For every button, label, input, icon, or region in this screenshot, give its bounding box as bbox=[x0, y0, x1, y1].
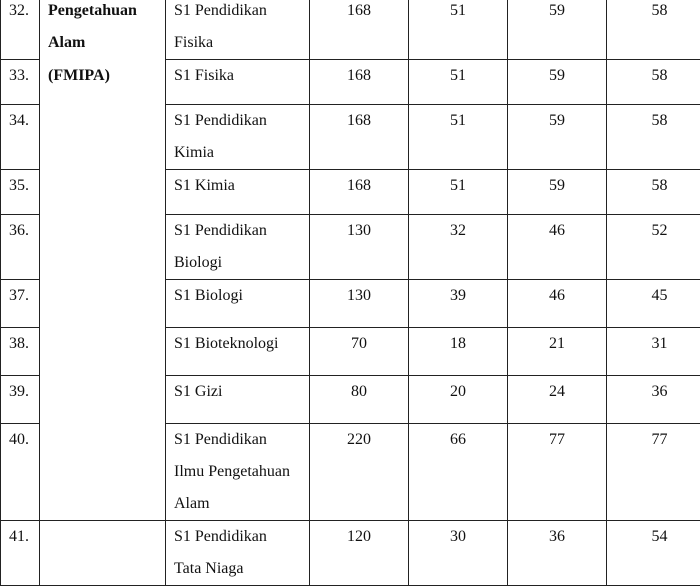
program-line: Tata Niaga bbox=[174, 553, 309, 585]
value-cell: 58 bbox=[607, 105, 700, 170]
value-cell: 59 bbox=[508, 105, 607, 170]
table-row bbox=[1, 105, 700, 170]
value-cell: 80 bbox=[310, 376, 409, 424]
value-cell: 46 bbox=[508, 280, 607, 328]
value-cell: 18 bbox=[409, 328, 508, 376]
value-cell: 51 bbox=[409, 60, 508, 105]
value-cell: 36 bbox=[607, 376, 700, 424]
faculty-cell bbox=[40, 60, 166, 105]
program-cell bbox=[166, 521, 310, 586]
program-line: S1 Pendidikan bbox=[174, 521, 309, 553]
value-cell: 77 bbox=[607, 424, 700, 521]
table-row bbox=[1, 60, 700, 105]
row-number: 36. bbox=[1, 215, 40, 280]
table-row bbox=[1, 521, 700, 586]
value-cell: 168 bbox=[310, 105, 409, 170]
value-cell: 36 bbox=[508, 521, 607, 586]
program-line: S1 Gizi bbox=[174, 376, 309, 408]
value-cell: 30 bbox=[409, 521, 508, 586]
program-line: Fisika bbox=[174, 27, 309, 59]
value-cell: 51 bbox=[409, 170, 508, 215]
value-cell: 51 bbox=[409, 0, 508, 60]
program-line: S1 Pendidikan bbox=[174, 105, 309, 137]
value-cell: 51 bbox=[409, 105, 508, 170]
program-cell bbox=[166, 376, 310, 424]
value-cell: 52 bbox=[607, 215, 700, 280]
program-cell bbox=[166, 0, 310, 60]
table-row bbox=[1, 424, 700, 521]
table-row bbox=[1, 170, 700, 215]
program-line: S1 Pendidikan bbox=[174, 424, 309, 456]
row-number: 38. bbox=[1, 328, 40, 376]
value-cell: 59 bbox=[508, 0, 607, 60]
faculty-cell bbox=[40, 424, 166, 521]
value-cell: 58 bbox=[607, 60, 700, 105]
program-cell bbox=[166, 328, 310, 376]
faculty-cell bbox=[40, 328, 166, 376]
value-cell: 59 bbox=[508, 60, 607, 105]
table-row bbox=[1, 328, 700, 376]
value-cell: 77 bbox=[508, 424, 607, 521]
value-cell: 46 bbox=[508, 215, 607, 280]
program-cell bbox=[166, 105, 310, 170]
faculty-cell bbox=[40, 215, 166, 280]
program-cell bbox=[166, 215, 310, 280]
faculty-cell bbox=[40, 170, 166, 215]
program-line: Ilmu Pengetahuan bbox=[174, 456, 309, 488]
faculty-label-line: Alam bbox=[48, 27, 165, 59]
program-cell bbox=[166, 60, 310, 105]
value-cell: 220 bbox=[310, 424, 409, 521]
faculty-cell bbox=[40, 280, 166, 328]
table-row bbox=[1, 0, 700, 60]
row-number: 37. bbox=[1, 280, 40, 328]
program-line: Biologi bbox=[174, 247, 309, 279]
table-row bbox=[1, 376, 700, 424]
program-line: S1 Pendidikan bbox=[174, 215, 309, 247]
value-cell: 21 bbox=[508, 328, 607, 376]
program-line: S1 Biologi bbox=[174, 280, 309, 312]
value-cell: 24 bbox=[508, 376, 607, 424]
value-cell: 58 bbox=[607, 170, 700, 215]
value-cell: 168 bbox=[310, 0, 409, 60]
program-cell bbox=[166, 424, 310, 521]
program-cell bbox=[166, 170, 310, 215]
row-number: 39. bbox=[1, 376, 40, 424]
value-cell: 130 bbox=[310, 215, 409, 280]
value-cell: 20 bbox=[409, 376, 508, 424]
table-row bbox=[1, 215, 700, 280]
table-row bbox=[1, 280, 700, 328]
faculty-cell bbox=[40, 521, 166, 586]
row-number: 33. bbox=[1, 60, 40, 105]
value-cell: 66 bbox=[409, 424, 508, 521]
program-line: S1 Fisika bbox=[174, 60, 309, 92]
program-line: S1 Bioteknologi bbox=[174, 328, 309, 360]
faculty-cell bbox=[40, 105, 166, 170]
program-cell bbox=[166, 280, 310, 328]
value-cell: 59 bbox=[508, 170, 607, 215]
value-cell: 130 bbox=[310, 280, 409, 328]
value-cell: 54 bbox=[607, 521, 700, 586]
program-line: S1 Pendidikan bbox=[174, 0, 309, 27]
row-number: 35. bbox=[1, 170, 40, 215]
row-number: 40. bbox=[1, 424, 40, 521]
row-number: 32. bbox=[1, 0, 40, 60]
value-cell: 45 bbox=[607, 280, 700, 328]
value-cell: 168 bbox=[310, 60, 409, 105]
faculty-cell bbox=[40, 0, 166, 60]
value-cell: 168 bbox=[310, 170, 409, 215]
value-cell: 31 bbox=[607, 328, 700, 376]
row-number: 34. bbox=[1, 105, 40, 170]
value-cell: 120 bbox=[310, 521, 409, 586]
value-cell: 39 bbox=[409, 280, 508, 328]
value-cell: 70 bbox=[310, 328, 409, 376]
faculty-label-line: Pengetahuan bbox=[48, 0, 165, 27]
program-line: Alam bbox=[174, 488, 309, 520]
faculty-label-line: (FMIPA) bbox=[48, 60, 165, 92]
value-cell: 58 bbox=[607, 0, 700, 60]
value-cell: 32 bbox=[409, 215, 508, 280]
program-line: S1 Kimia bbox=[174, 170, 309, 202]
faculty-cell bbox=[40, 376, 166, 424]
row-number: 41. bbox=[1, 521, 40, 586]
program-line: Kimia bbox=[174, 137, 309, 169]
